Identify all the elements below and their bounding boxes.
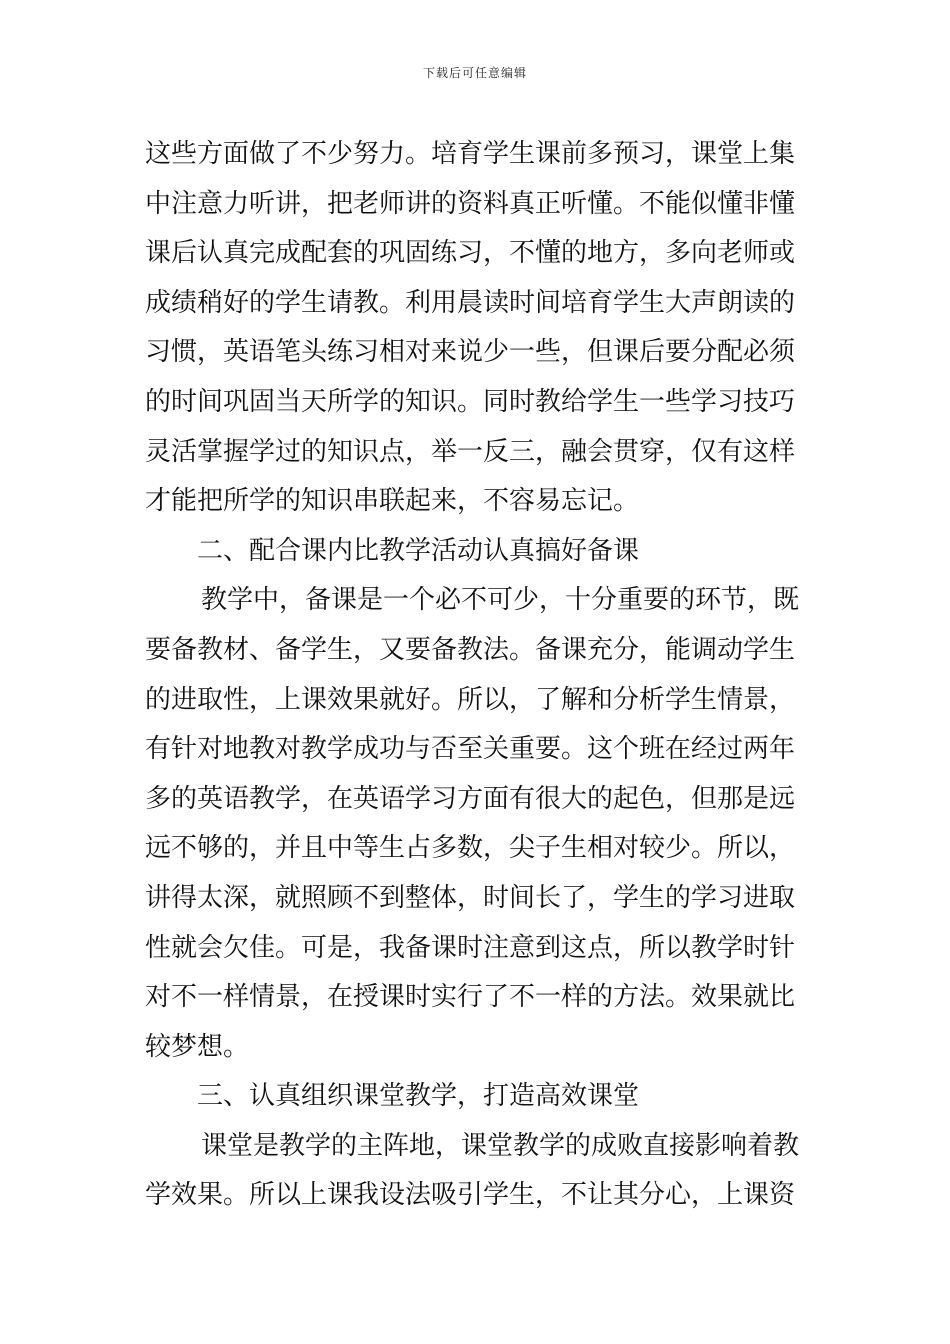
text-line: 成绩稍好的学生请教。利用晨读时间培育学生大声朗读的 xyxy=(145,287,796,318)
text-line: 的进取性，上课效果就好。所以，了解和分析学生情景， xyxy=(145,684,796,715)
section-heading: 三、认真组织课堂教学，打造高效课堂 xyxy=(197,1081,640,1112)
text-line: 灵活掌握学过的知识点，举一反三，融会贯穿，仅有这样 xyxy=(145,436,796,467)
text-line: 对不一样情景，在授课时实行了不一样的方法。效果就比 xyxy=(145,982,796,1013)
header-note: 下载后可任意编辑 xyxy=(422,66,527,80)
text-line: 讲得太深，就照顾不到整体，时间长了，学生的学习进取 xyxy=(145,882,796,913)
text-line: 较梦想。 xyxy=(145,1031,250,1062)
paragraph-first-line: 教学中，备课是一个必不可少，十分重要的环节，既 xyxy=(201,585,800,616)
text-line: 这些方面做了不少努力。培育学生课前多预习，课堂上集 xyxy=(145,139,796,169)
document-body xyxy=(145,130,810,1221)
text-line: 中注意力听讲，把老师讲的资料真正听懂。不能似懂非懂 xyxy=(145,188,796,219)
text-line: 要备教材、备学生，又要备教法。备课充分，能调动学生 xyxy=(145,634,796,665)
section-heading: 二、配合课内比教学活动认真搞好备课 xyxy=(197,535,640,566)
text-line: 学效果。所以上课我设法吸引学生，不让其分心，上课资 xyxy=(145,1180,796,1211)
text-line: 多的英语教学，在英语学习方面有很大的起色，但那是远 xyxy=(145,783,796,814)
text-line: 有针对地教对教学成功与否至关重要。这个班在经过两年 xyxy=(145,734,796,765)
text-line: 习惯，英语笔头练习相对来说少一些，但课后要分配必须 xyxy=(145,337,796,368)
text-line: 的时间巩固当天所学的知识。同时教给学生一些学习技巧 xyxy=(145,386,796,417)
text-line: 才能把所学的知识串联起来，不容易忘记。 xyxy=(145,486,640,517)
paragraph-first-line: 课堂是教学的主阵地，课堂教学的成败直接影响着教 xyxy=(201,1130,800,1161)
text-line: 课后认真完成配套的巩固练习，不懂的地方，多向老师或 xyxy=(145,238,796,269)
text-line: 远不够的，并且中等生占多数，尖子生相对较少。所以， xyxy=(145,833,796,864)
text-line: 性就会欠佳。可是，我备课时注意到这点，所以教学时针 xyxy=(145,932,796,963)
